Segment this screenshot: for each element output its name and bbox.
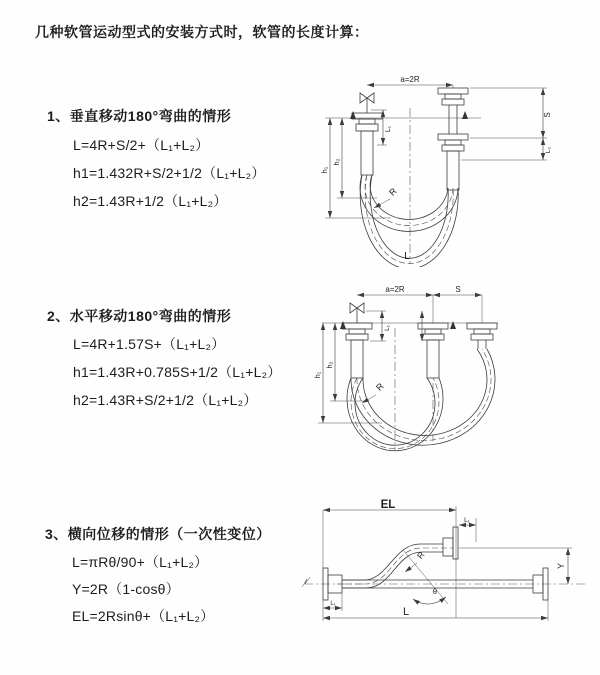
valve-icon: [350, 303, 364, 323]
dim-label-l2: L₂: [545, 146, 552, 154]
section-3-heading: 3、横向位移的情形（一次性变位）: [45, 526, 271, 542]
dim-label-l1: L₁: [384, 325, 391, 331]
hose-s-curve-displaced: [337, 544, 453, 588]
dim-label-h2: h₂: [325, 361, 334, 369]
dim-label-r: R: [414, 549, 427, 561]
section-1-heading: 1、垂直移动180°弯曲的情形: [47, 108, 232, 124]
dim-label-l: L: [402, 606, 410, 618]
diagram-vertical-180-bend: [315, 72, 585, 267]
right-flange-upper: [438, 88, 468, 105]
dim-label-theta: θ: [432, 587, 438, 596]
left-flange: [352, 113, 382, 131]
theta-angle-arc: [413, 597, 446, 604]
right-pipe: [449, 105, 457, 134]
dim-label-a2r: a=2R: [385, 285, 405, 294]
section-3-formula-l: L=πRθ/90+（L₁+L₂）: [72, 554, 209, 570]
dim-label-h1: h₁: [313, 371, 322, 379]
left-flange: [342, 323, 372, 340]
middle-flange: [418, 323, 448, 340]
dim-label-l1-bottom: L₁: [330, 601, 336, 607]
section-2-formula-l: L=4R+1.57S+（L₁+L₂）: [73, 336, 226, 352]
axis-break-mark: [302, 577, 310, 587]
dim-label-r: R: [374, 381, 386, 393]
theta-radius-line: [403, 550, 448, 604]
section-2-formula-h1: h1=1.43R+0.785S+1/2（L₁+L₂）: [73, 364, 282, 380]
dim-label-l: L: [404, 251, 410, 262]
dim-label-r: R: [387, 186, 399, 198]
right-flange-lower: [438, 134, 468, 151]
dim-label-y: Y: [556, 562, 566, 570]
r-leader-arrow: [362, 395, 376, 403]
dim-label-s: S: [455, 285, 461, 294]
section-1-formula-l: L=4R+S/2+（L₁+L₂）: [73, 137, 210, 153]
section-3-formula-y: Y=2R（1-cosθ）: [72, 581, 180, 597]
braided-hose-right: [447, 151, 459, 190]
dim-label-l1-top: L₁: [464, 517, 470, 524]
section-2-formula-h2: h2=1.43R+S/2+1/2（L₁+L₂）: [73, 392, 258, 408]
diagram-horizontal-180-bend: [310, 283, 600, 458]
braided-hose-left: [361, 131, 373, 175]
section-3-formula-el: EL=2Rsinθ+（L₁+L₂）: [72, 608, 215, 624]
diagram-lateral-displacement: [296, 498, 600, 638]
section-1-formula-h1: h1=1.432R+S/2+1/2（L₁+L₂）: [73, 165, 266, 181]
braided-hose-middle: [427, 340, 439, 378]
right-pipe-stub: [478, 340, 486, 349]
braided-hose-left: [351, 340, 363, 378]
section-1-formula-h2: h2=1.43R+1/2（L₁+L₂）: [73, 193, 228, 209]
page-title: 几种软管运动型式的安装方式时，软管的长度计算：: [35, 24, 369, 40]
dim-label-l1: L₁: [385, 125, 392, 133]
dim-label-h1: h₁: [320, 166, 329, 174]
dim-label-h2: h₂: [332, 158, 341, 166]
dim-label-a2r: a=2R: [400, 75, 420, 84]
section-2-heading: 2、水平移动180°弯曲的情形: [47, 308, 232, 324]
dim-label-el: EL: [380, 499, 396, 511]
hose-u-bend-positions: [347, 349, 495, 451]
right-flange-shifted: [467, 323, 497, 340]
dim-label-s: S: [543, 112, 552, 118]
r-leader-arrow: [405, 563, 417, 572]
